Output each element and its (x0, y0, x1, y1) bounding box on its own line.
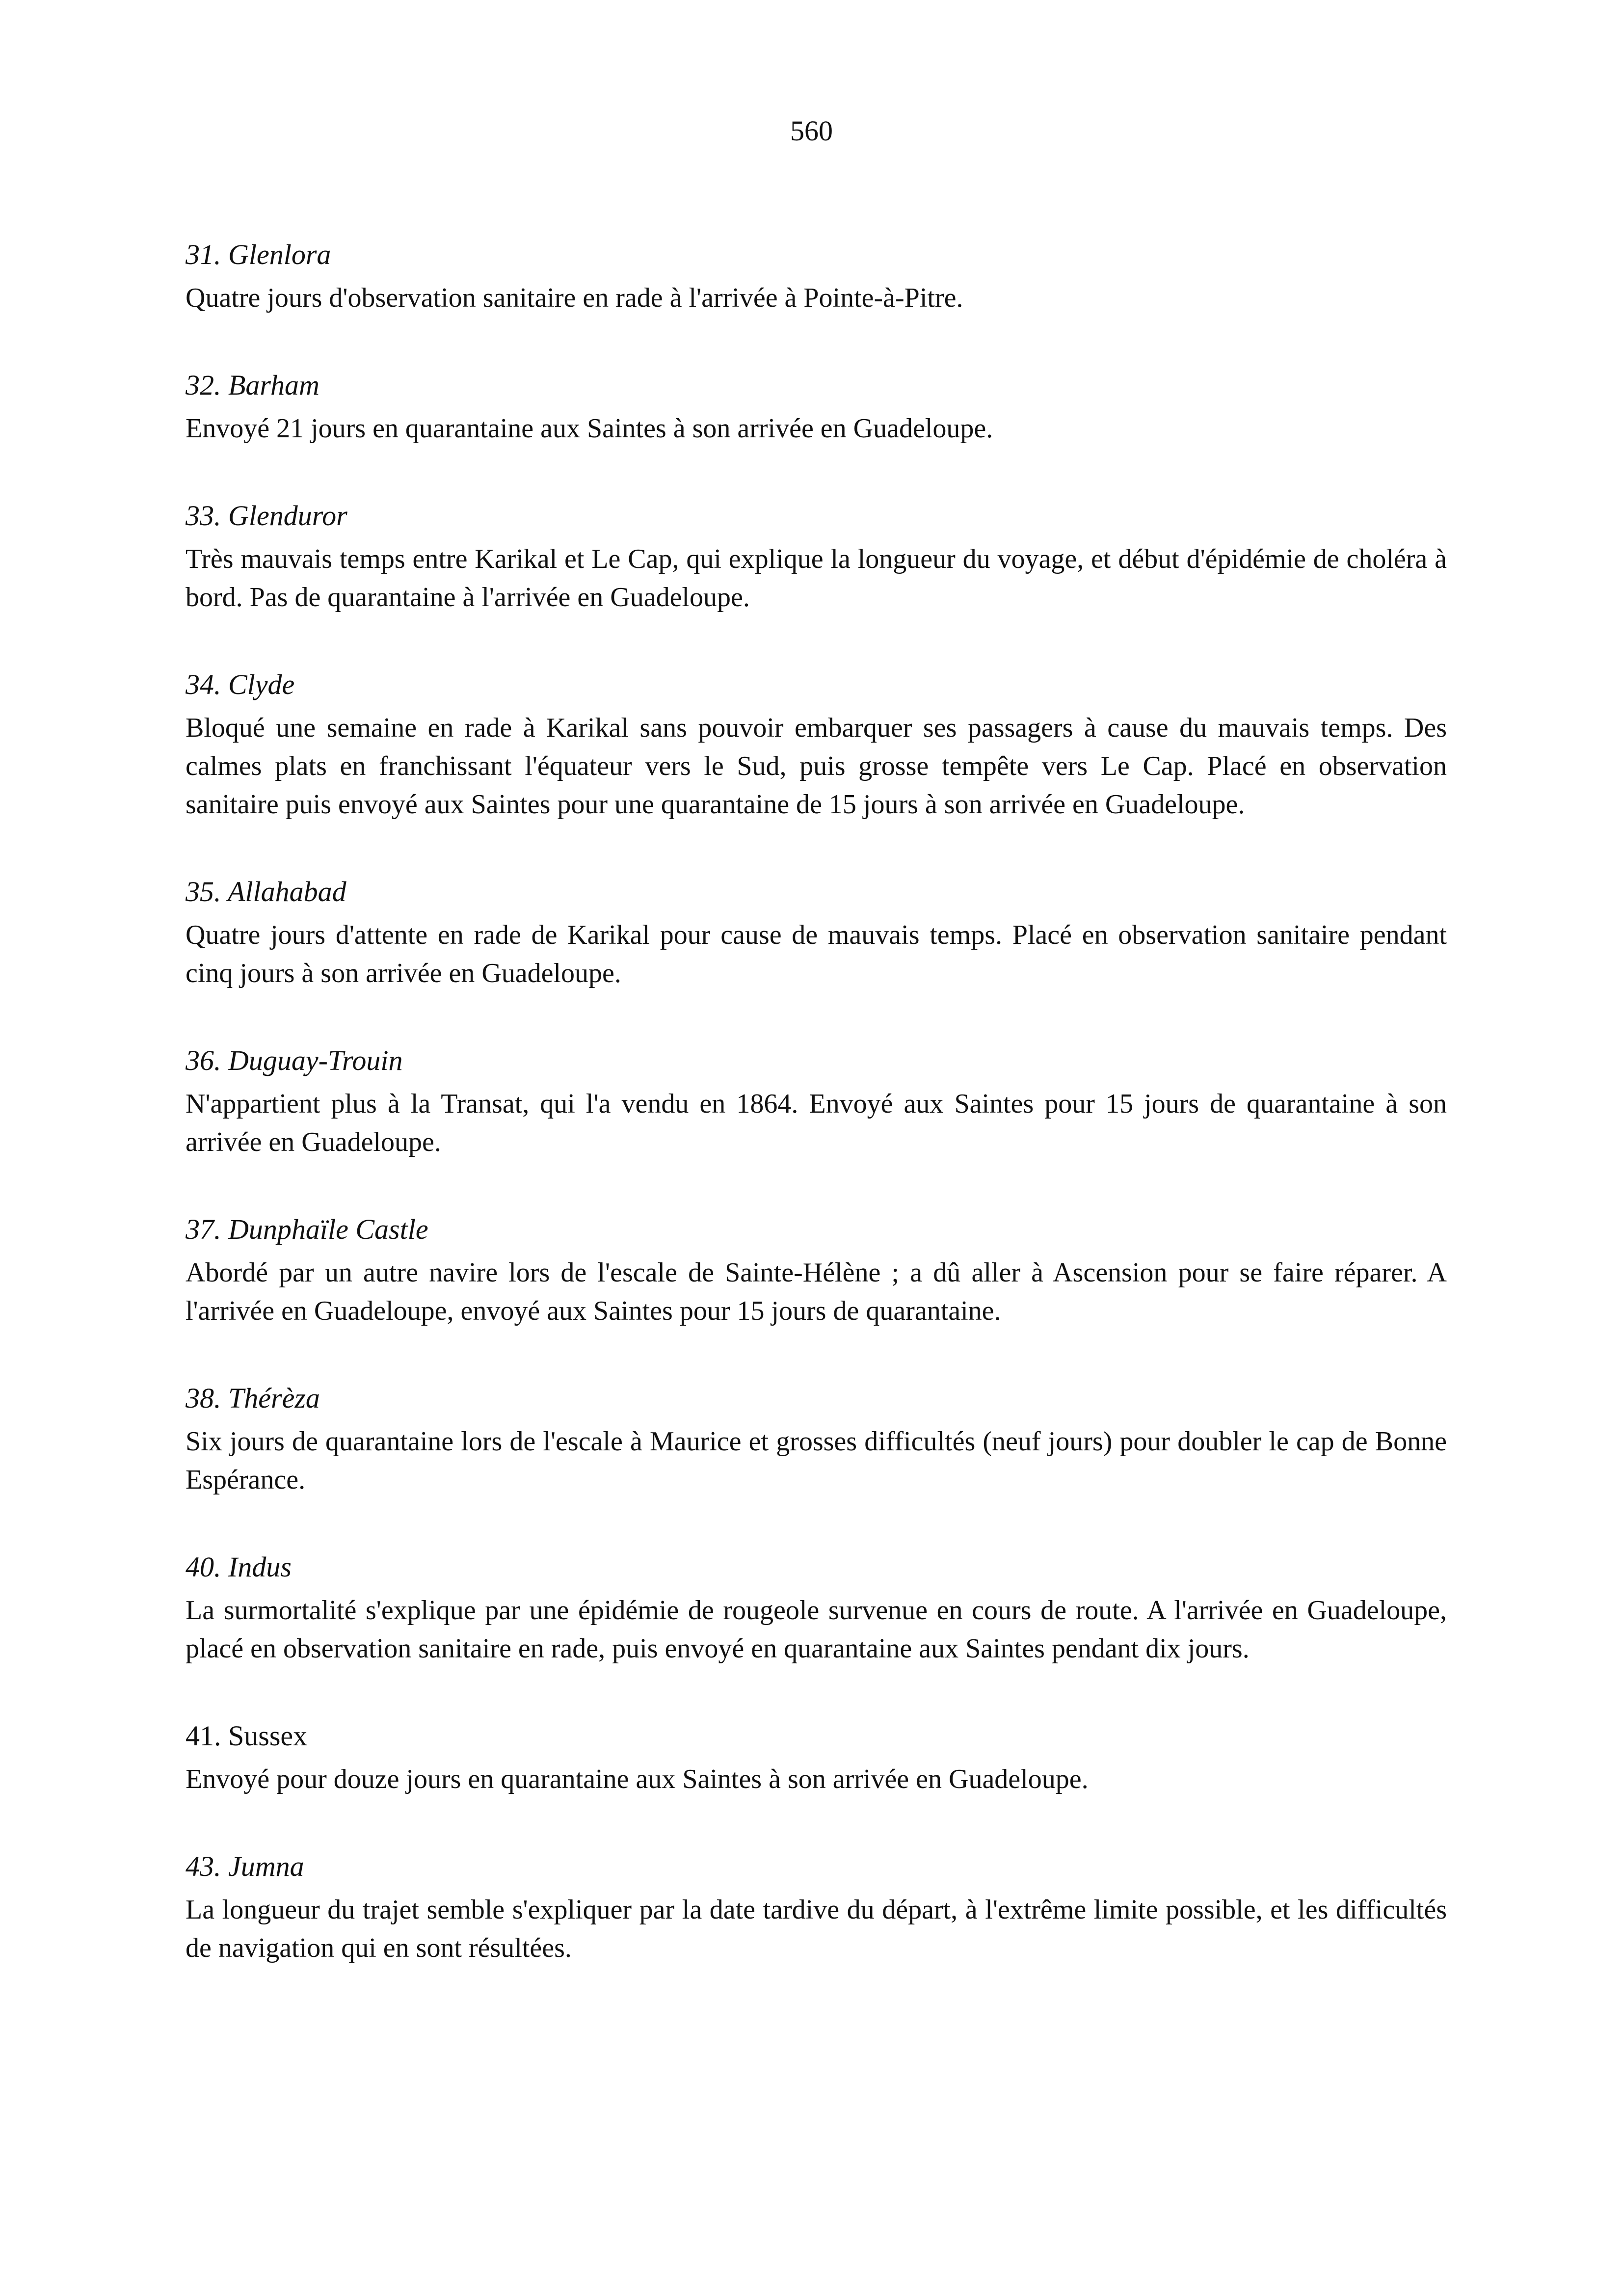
entry-title: 37. Dunphaïle Castle (186, 1213, 428, 1245)
ship-entry-barham (186, 366, 1447, 448)
entry-text: Quatre jours d'observation sanitaire en rade à l'arrivée à Pointe-à-Pitre. (186, 283, 963, 313)
entry-text: N'appartient plus à la Transat, qui l'a vendu en 1864. Envoyé aux Saintes pour 15 jours de quarantaine à son arrivée en Guadeloupe. (186, 1089, 1447, 1157)
ship-entry-thereza (186, 1379, 1447, 1499)
entry-title: 36. Duguay-Trouin (186, 1044, 403, 1076)
ship-entry-dunphaile-castle (186, 1210, 1447, 1330)
entry-title: 35. Allahabad (186, 876, 346, 908)
entry-title: 43. Jumna (186, 1850, 304, 1882)
ship-entry-allahabad (186, 873, 1447, 992)
entry-title: 41. Sussex (186, 1720, 308, 1752)
ship-entry-duguay-trouin (186, 1041, 1447, 1161)
entry-text: Très mauvais temps entre Karikal et Le Cap, qui explique la longueur du voyage, et début d'épidémie de choléra à bord. Pas de quarantaine à l'arrivée en Guadeloupe. (186, 544, 1447, 613)
entry-title: 34. Clyde (186, 668, 295, 700)
entry-text: Six jours de quarantaine lors de l'escale à Maurice et grosses difficultés (neuf jours) pour doubler le cap de Bonne Espérance. (186, 1426, 1447, 1495)
entry-text: Envoyé pour douze jours en quarantaine aux Saintes à son arrivée en Guadeloupe. (186, 1764, 1089, 1794)
ship-entry-jumna (186, 1847, 1447, 1967)
entry-text: La longueur du trajet semble s'expliquer par la date tardive du départ, à l'extrême limite possible, et les difficultés de navigation qui en sont résultées. (186, 1895, 1447, 1963)
ship-entry-indus (186, 1548, 1447, 1668)
ship-entry-clyde (186, 666, 1447, 824)
entry-text: La surmortalité s'explique par une épidémie de rougeole survenue en cours de route. A l'arrivée en Guadeloupe, placé en observation sanitaire en rade, puis envoyé en quarantaine aux Saintes pendant dix jours. (186, 1595, 1447, 1664)
entry-text: Abordé par un autre navire lors de l'escale de Sainte-Hélène ; a dû aller à Ascension pour se faire réparer. A l'arrivée en Guadeloupe, envoyé aux Saintes pour 15 jours de quarantaine. (186, 1257, 1447, 1326)
entry-text: Envoyé 21 jours en quarantaine aux Saintes à son arrivée en Guadeloupe. (186, 413, 993, 444)
entry-title: 31. Glenlora (186, 239, 331, 270)
page-number: 560 (790, 115, 833, 147)
entry-text: Quatre jours d'attente en rade de Karikal pour cause de mauvais temps. Placé en observation sanitaire pendant cinq jours à son arrivée en Guadeloupe. (186, 920, 1447, 988)
entry-title: 40. Indus (186, 1551, 292, 1583)
ship-entry-glenlora (186, 236, 1447, 317)
entry-title: 32. Barham (186, 369, 319, 401)
ship-entry-sussex (186, 1717, 1447, 1798)
entry-title: 33. Glenduror (186, 500, 347, 532)
ship-entry-glenduror (186, 497, 1447, 616)
document-body (186, 236, 1447, 2016)
entry-title: 38. Thérèza (186, 1382, 320, 1414)
entry-text: Bloqué une semaine en rade à Karikal sans pouvoir embarquer ses passagers à cause du mauvais temps. Des calmes plats en franchissant l'équateur vers le Sud, puis grosse tempête vers Le Cap. Placé en observation sanitaire puis envoyé aux Saintes pour une quarantaine de 15 jours à son arrivée en Guadeloupe. (186, 713, 1447, 820)
